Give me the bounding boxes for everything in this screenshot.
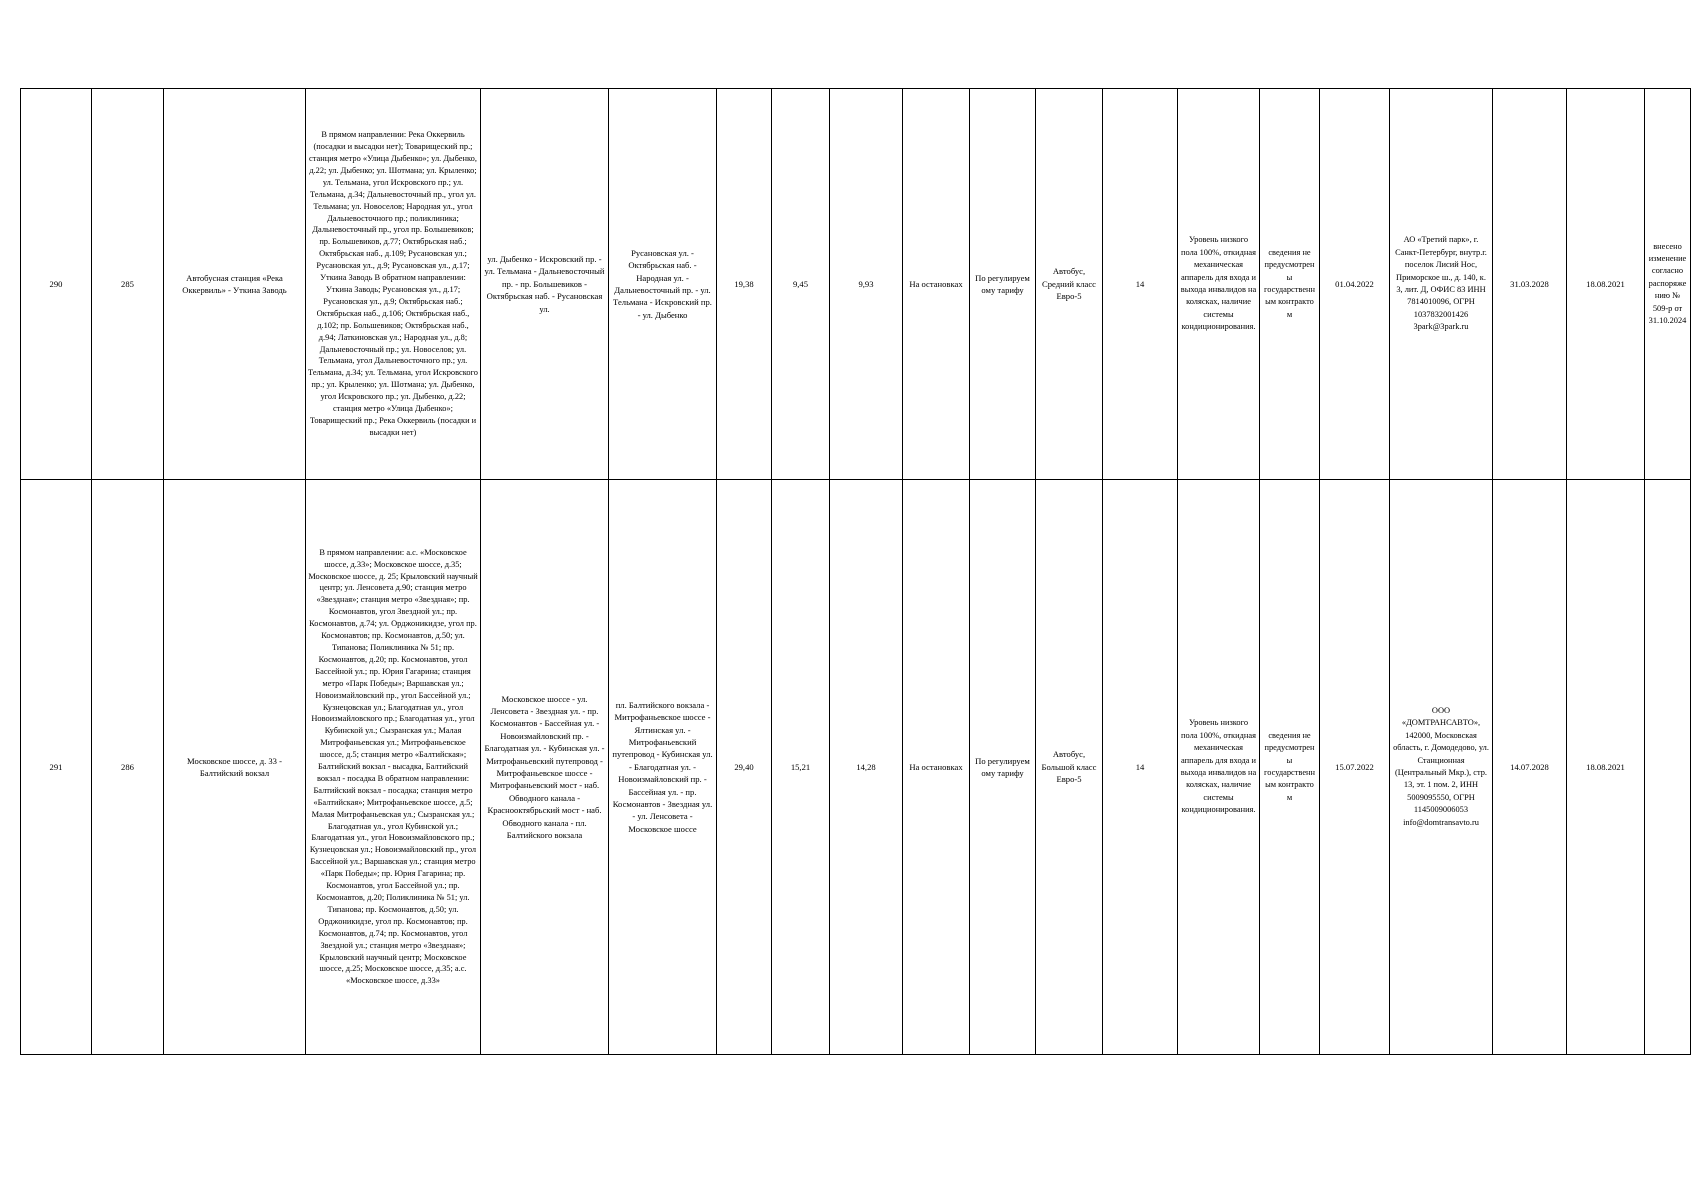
start-date-cell: 15.07.2022 — [1320, 480, 1390, 1055]
streets-forward-cell: ул. Дыбенко - Искровский пр. - ул. Тельмана - Дальневосточный пр. - пр. Большевиков - Октябрьская наб. - Русановская ул. — [481, 89, 609, 480]
vehicle-count-cell: 14 — [1103, 480, 1178, 1055]
start-date-cell: 01.04.2022 — [1320, 89, 1390, 480]
note-cell: внесено изменение согласно распоряжению № 509-р от 31.10.2024 — [1645, 89, 1691, 480]
accessibility-cell: Уровень низкого пола 100%, откидная механическая аппарель для входа и выхода инвалидов на колясках, наличие системы кондиционирования. — [1178, 480, 1260, 1055]
carrier-cell: АО «Третий парк», г. Санкт-Петербург, внутр.г. поселок Лисий Нос, Приморское ш., д. 140, к. 3, лит. Д, ОФИС 83 ИНН 7814010096, ОГРН 1037832001426 3park@3park.ru — [1390, 89, 1493, 480]
registration-number-cell: 291 — [21, 480, 92, 1055]
route-name-cell: Московское шоссе, д. 33 - Балтийский вокзал — [164, 480, 306, 1055]
accessibility-cell: Уровень низкого пола 100%, откидная механическая аппарель для входа и выхода инвалидов на колясках, наличие системы кондиционирования. — [1178, 89, 1260, 480]
length-backward-cell: 14,28 — [830, 480, 903, 1055]
route-number-cell: 286 — [92, 480, 164, 1055]
boarding-order-cell: На остановках — [903, 89, 970, 480]
route-name-cell: Автобусная станция «Река Оккервиль» - Уткина Заводь — [164, 89, 306, 480]
route-length-cell: 29,40 — [717, 480, 772, 1055]
length-forward-cell: 15,21 — [772, 480, 830, 1055]
route-length-cell: 19,38 — [717, 89, 772, 480]
length-backward-cell: 9,93 — [830, 89, 903, 480]
length-forward-cell: 9,45 — [772, 89, 830, 480]
boarding-order-cell: На остановках — [903, 480, 970, 1055]
intermediate-stops-cell: В прямом направлении: а.с. «Московское шоссе, д.33»; Московское шоссе, д.35; Московское шоссе, д. 25; Крыловский научный центр; ул. Ленсовета д.90; станция метро «Звездная»; станция метро «Звездная»; пр. Космонавтов, угол Звездной ул.; пр. Космонавтов, д.74; ул. Орджоникидзе, угол пр. Космонавтов; пр. Космонавтов, д.50; ул. Типанова; Поликлиника № 51; пр. Космонавтов, д.20; пр. Космонавтов, угол Бассейной ул.; пр. Юрия Гагарина; станция метро «Парк Победы»; Варшавская ул.; Новоизмайловский пр., угол Бассейной ул.; Кузнецовская ул.; Благодатная ул., угол Новоизмайловского пр.; Благодатная ул., угол Кубинской ул.; Сызранская ул.; Малая Митрофаньевская ул.; Митрофаньевское шоссе, д.5; станция метро «Балтийская»; Балтийский вокзал - высадка, Балтийский вокзал - посадка В обратном направлении: Балтийский вокзал - посадка; станция метро «Балтийская»; Митрофаньевское шоссе, д.5; Малая Митрофаньевская ул.; Сызранская ул.; Благодатная ул., угол Кубинской ул.; Благодатная ул., угол Новоизмайловского пр.; Кузнецовская ул.; Новоизмайловский пр., угол Бассейной ул.; Варшавская ул.; станция метро «Парк Победы»; пр. Юрия Гагарина; пр. Космонавтов, угол Бассейной ул.; пр. Космонавтов, д.20; Поликлиника № 51; ул. Типанова; пр. Космонавтов, д.50; ул. Орджоникидзе, угол пр. Космонавтов; пр. Космонавтов, д.74; пр. Космонавтов, угол Звездной ул.; станция метро «Звездная»; Крыловский научный центр; Московское шоссе, д.25; Московское шоссе, д.35; а.с. «Московское шоссе, д.33» — [306, 480, 481, 1055]
subsidy-cell: сведения не предусмотрены государственным контракто м — [1260, 480, 1320, 1055]
intermediate-stops-cell: В прямом направлении: Река Оккервиль (посадки и высадки нет); Товарищеский пр.; станция метро «Улица Дыбенко»; ул. Дыбенко, д.22; ул. Дыбенко; ул. Шотмана; ул. Крыленко; ул. Тельмана, угол Искровского пр.; ул. Тельмана, д.34; Дальневосточный пр., угол ул. Тельмана; ул. Новоселов; Народная ул., угол Дальневосточного пр.; поликлиника; Дальневосточный пр., угол пр. Большевиков; пр. Большевиков, д.77; Октябрьская наб.; Октябрьская наб., д.109; Русановская ул.; Русановская ул., д.9; Русановская ул., д.17; Уткина Заводь В обратном направлении: Уткина Заводь; Русановская ул., д.17; Русановская ул., д.9; Октябрьская наб.; Октябрьская наб., д.106; Октябрьская наб., д.102; пр. Большевиков; Октябрьская наб., д.94; Латкиновская ул.; Народная ул., д.8; Дальневосточный пр.; ул. Новоселов; ул. Тельмана, угол Дальневосточного пр.; ул. Тельмана, д.34; ул. Тельмана, угол Искровского пр.; ул. Крыленко; ул. Шотмана; ул. Дыбенко, угол Искровского пр.; ул. Дыбенко, д.22; станция метро «Улица Дыбенко»; Товарищеский пр.; Река Оккервиль (посадки и высадки нет) — [306, 89, 481, 480]
vehicle-count-cell: 14 — [1103, 89, 1178, 480]
streets-backward-cell: Русановская ул. - Октябрьская наб. - Народная ул. - Дальневосточный пр. - ул. Тельмана - Искровский пр. - ул. Дыбенко — [609, 89, 717, 480]
registry-table — [20, 88, 1691, 1055]
vehicle-cell: Автобус, Средний класс Евро-5 — [1036, 89, 1103, 480]
change-date-cell: 18.08.2021 — [1567, 89, 1645, 480]
change-date-cell: 18.08.2021 — [1567, 480, 1645, 1055]
subsidy-cell: сведения не предусмотрены государственным контракто м — [1260, 89, 1320, 480]
registration-number-cell: 290 — [21, 89, 92, 480]
table-row — [21, 89, 1691, 480]
route-number-cell: 285 — [92, 89, 164, 480]
note-cell — [1645, 480, 1691, 1055]
vehicle-cell: Автобус, Большой класс Евро-5 — [1036, 480, 1103, 1055]
carrier-cell: ООО «ДОМТРАНСАВТО», 142000, Московская область, г. Домодедово, ул. Станционная (Центральный Мкр.), стр. 13, эт. 1 пом. 2, ИНН 5009095550, ОГРН 1145009006053 info@domtransavto.ru — [1390, 480, 1493, 1055]
tariff-cell: По регулируем ому тарифу — [970, 480, 1036, 1055]
tariff-cell: По регулируем ому тарифу — [970, 89, 1036, 480]
streets-forward-cell: Московское шоссе - ул. Ленсовета - Звездная ул. - пр. Космонавтов - Бассейная ул. - Новоизмайловский пр. - Благодатная ул. - Кубинская ул. - Митрофаньевский путепровод - Митрофаньевское шоссе - Митрофаньевский мост - наб. Обводного канала - Краснооктябрьский мост - наб. Обводного канала - пл. Балтийского вокзала — [481, 480, 609, 1055]
streets-backward-cell: пл. Балтийского вокзала - Митрофаньевское шоссе - Ялтинская ул. - Митрофаньевский путепровод - Кубинская ул. - Благодатная ул. - Новоизмайловский пр. - Бассейная ул. - пр. Космонавтов - Звездная ул. - ул. Ленсовета - Московское шоссе — [609, 480, 717, 1055]
end-date-cell: 31.03.2028 — [1493, 89, 1567, 480]
table-row — [21, 480, 1691, 1055]
end-date-cell: 14.07.2028 — [1493, 480, 1567, 1055]
